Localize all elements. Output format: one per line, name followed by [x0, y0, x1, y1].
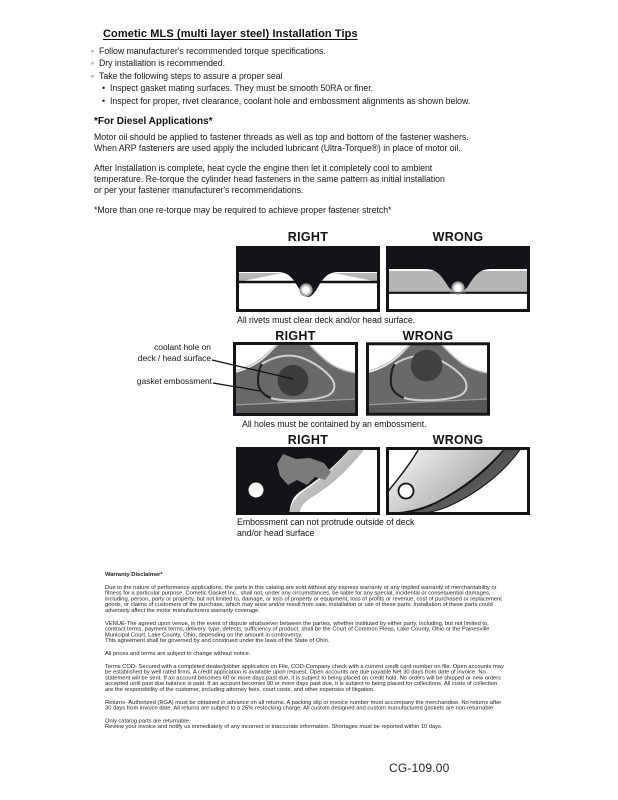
- bullet-dot-icon: •: [102, 83, 106, 94]
- tip-item: [91, 70, 561, 82]
- row3-right-label: RIGHT: [287, 433, 329, 447]
- diesel-paragraph-1: [94, 132, 524, 154]
- disclaimer-paragraph-venue: [105, 621, 545, 644]
- caption-line: Embossment can not protrude outside of deck: [237, 517, 415, 527]
- rivet-clearance-wrong-diagram: [386, 246, 530, 312]
- tip-text: Follow manufacturer's recommended torque specifications.: [99, 46, 326, 56]
- rivet-clearance-right-diagram: [236, 246, 380, 312]
- row3-wrong-label: WRONG: [432, 433, 484, 447]
- row1-wrong-label: WRONG: [432, 230, 484, 244]
- disclaimer-line: 30 days from invoice date. All returns are subject to a 25% restocking charge. All custom designed and custom manufactured gaskets are non-returnable.: [105, 705, 495, 712]
- tip-item: [91, 45, 561, 57]
- disclaimer-line: be established by well rated firms. A credit application is available upon request. Open accounts are due payable Net 30 days from date of invoice. No: [105, 669, 486, 676]
- caption-line: and/or head surface: [237, 527, 315, 538]
- disclaimer-line: Due to the nature of performance applications, the parts in this catalog are sold without any express warranty or any implied warranty of merchantability or: [105, 584, 497, 591]
- disclaimer-paragraph-catalog: [105, 718, 545, 730]
- disclaimer-line: Terms COD- Secured with a completed dealer/jobber application on File, COD-Company check with a current credit card number on file. Open accounts may: [105, 663, 504, 670]
- disclaimer-paragraph-liability: [105, 585, 545, 614]
- disclaimer-line: goods, or claims of customers of the purchase, which may arise and/or result from sale, installation or use of these parts. Installation of these parts could: [105, 601, 493, 608]
- row1-right-label: RIGHT: [287, 230, 329, 244]
- tip-sub-item: [102, 95, 561, 107]
- paragraph-line: or per your fastener manufacturer's recommendations.: [94, 185, 304, 196]
- row3-caption: [237, 517, 467, 538]
- embossment-wrong-diagram: [366, 342, 490, 416]
- disclaimer-line: All prices and terms are subject to change without notice.: [105, 650, 251, 657]
- protrusion-wrong-diagram: [386, 447, 530, 515]
- disclaimer-paragraph-returns: [105, 700, 545, 712]
- disclaimer-paragraph-prices: [105, 651, 545, 657]
- bullet-circle-icon: ◦: [91, 46, 95, 56]
- tip-text: Inspect for proper, rivet clearance, coolant hole and embossment alignments as shown below.: [110, 95, 471, 106]
- warranty-disclaimer: [105, 572, 525, 800]
- tip-text: Inspect gasket mating surfaces. They must be smooth 50RA or finer.: [110, 83, 374, 94]
- page-title: Cometic MLS (multi layer steel) Installation Tips: [103, 28, 358, 40]
- disclaimer-line: fitness for a particular purpose. Cometic Gasket Inc., shall not, under any circumstances, be liable for any special, incidental or consequential damages,: [105, 590, 491, 597]
- label-connector-lines: [205, 355, 305, 395]
- disclaimer-line: accepted until past due balance is paid. If an account becomes 90 or more days past due, it is subject to being placed for collections. All costs of collection: [105, 680, 498, 687]
- tips-list: [91, 45, 561, 107]
- coolant-hole-label-line2: deck / head surface: [137, 353, 211, 363]
- disclaimer-heading: Warranty Disclaimer*: [105, 571, 163, 578]
- paragraph-line: Motor oil should be applied to fastener threads as well as top and bottom of the fastener washers.: [94, 132, 469, 142]
- bullet-dot-icon: •: [102, 95, 106, 106]
- paragraph-line: After Installation is complete, heat cycle the engine then let it completely cool to ambient: [94, 163, 433, 173]
- disclaimer-line: Review your invoice and notify us immediately of any incorrect or inaccurate information. Shortages must be reported within 10 days.: [105, 723, 443, 730]
- paragraph-line: When ARP fasteners are used apply the included lubricant (Ultra-Torque®) in place of motor oil.: [94, 143, 461, 154]
- protrusion-right-diagram: [236, 447, 380, 515]
- row1-caption: All rivets must clear deck and/or head surface.: [237, 315, 416, 325]
- diesel-note: *More than one re-torque may be required to achieve proper fastener stretch*: [94, 205, 392, 215]
- disclaimer-line: VENUE-The agreed upon venue, in the event of dispute whatsoever between the parties, whether instituted by either party, including, but not limited to,: [105, 620, 489, 627]
- disclaimer-line: adversely affect the motor manufacturers warranty coverage.: [105, 607, 260, 614]
- disclaimer-paragraph-terms: [105, 664, 545, 693]
- disclaimer-line: Returns- Authorized (RGA) must be obtained in advance on all returns. A packing slip or invoice number must accompany the merchandise. No returns after: [105, 699, 502, 706]
- row2-caption: All holes must be contained by an embossment.: [242, 419, 427, 429]
- doc-code: CG-109.00: [389, 761, 450, 775]
- tip-text: Take the following steps to assure a proper seal: [99, 70, 283, 81]
- tip-text: Dry installation is recommended.: [99, 58, 226, 69]
- diesel-heading: *For Diesel Applications*: [94, 116, 213, 127]
- paragraph-line: temperature. Re-torque the cylinder head fasteners in the same pattern as initial installation: [94, 174, 445, 185]
- disclaimer-line: Only catalog parts are returnable.: [105, 717, 191, 724]
- disclaimer-line: contract terms, payment terms, delivery, type, defects, sufficiency of product, shall be the Court of Common Pleas, Lake County, Ohio or the Painesville: [105, 626, 490, 633]
- disclaimer-line: statement will be sent. If an account becomes 60 or more days past due, it is subject to being placed on credit hold. No orders will be shipped or new orders: [105, 674, 502, 681]
- disclaimer-line: are the responsibility of the customer, including attorney fees, court costs, and other expenses of litigation.: [105, 686, 375, 693]
- row2-right-label: RIGHT: [275, 329, 316, 343]
- disclaimer-line: Municipal Court, Lake County, Ohio, depending on the amount in controversy.: [105, 631, 303, 638]
- row2-wrong-label: WRONG: [402, 329, 454, 343]
- bullet-circle-icon: ◦: [91, 58, 95, 69]
- tip-sub-item: [102, 82, 561, 94]
- coolant-hole-label-line1: coolant hole on: [154, 342, 211, 352]
- diesel-paragraph-2: [94, 163, 524, 197]
- gasket-embossment-label: gasket embossment: [136, 376, 212, 386]
- disclaimer-line: including, person, party or property, but not limited to, damage, or loss of property or equipment, loss of profits or revenue, cost of purchased or replacement: [105, 595, 502, 602]
- bullet-circle-icon: ◦: [91, 70, 95, 81]
- tip-item: [91, 57, 561, 69]
- disclaimer-line: This agreement shall be governed by and construed under the laws of the State of Ohio.: [105, 637, 330, 644]
